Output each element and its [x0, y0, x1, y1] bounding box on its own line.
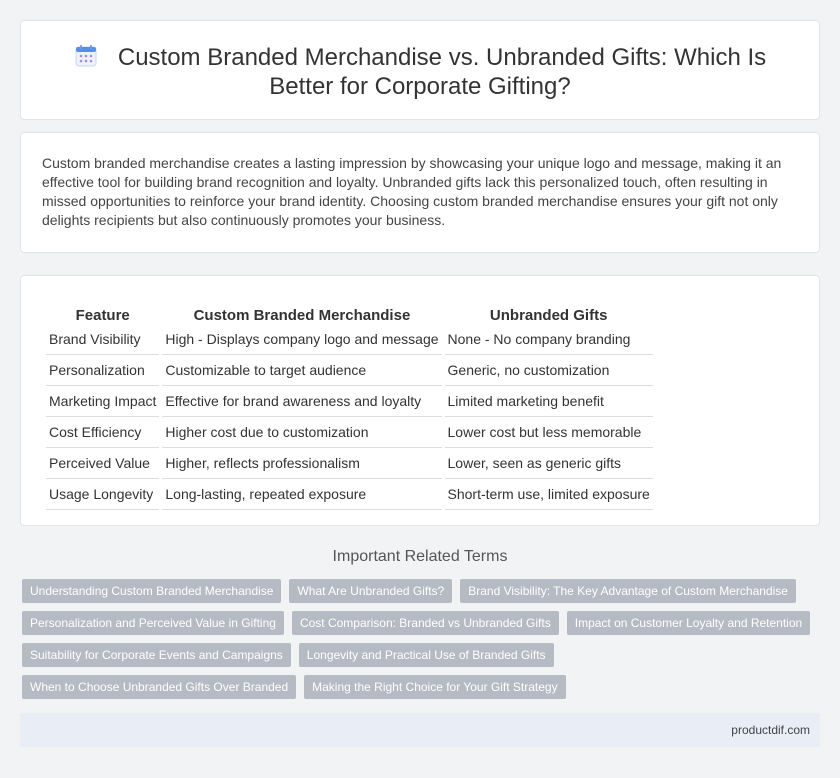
related-term-link[interactable]: Suitability for Corporate Events and Campaigns [22, 643, 291, 667]
table-cell: Marketing Impact [46, 386, 159, 417]
related-term-link[interactable]: Impact on Customer Loyalty and Retention [567, 611, 810, 635]
calendar-icon [74, 44, 98, 68]
related-term-link[interactable]: Personalization and Perceived Value in Gifting [22, 611, 284, 635]
related-term-link[interactable]: What Are Unbranded Gifts? [289, 579, 452, 603]
table-row [46, 386, 653, 417]
table-row [46, 324, 653, 355]
table-cell: Cost Efficiency [46, 417, 159, 448]
table-cell: High - Displays company logo and message [162, 324, 441, 355]
table-cell: Short-term use, limited exposure [445, 479, 653, 510]
table-header-row [46, 295, 653, 324]
title-line-1: Custom Branded Merchandise vs. Unbranded Gifts: Which Is [117, 44, 767, 71]
table-cell: Brand Visibility [46, 324, 159, 355]
title-line-2: Better for Corporate Gifting? [269, 73, 571, 100]
footer [20, 713, 820, 747]
table-cell: Effective for brand awareness and loyalty [162, 386, 441, 417]
tag-row [22, 675, 812, 699]
table-row [46, 448, 653, 479]
table-cell: None - No company branding [445, 324, 653, 355]
tag-row [22, 611, 812, 635]
related-terms-list [22, 579, 812, 707]
footer-site-link[interactable]: productdif.com [731, 723, 810, 737]
table-cell: Usage Longevity [46, 479, 159, 510]
table-row [46, 417, 653, 448]
table-cell: Lower, seen as generic gifts [445, 448, 653, 479]
table-cell: Long-lasting, repeated exposure [162, 479, 441, 510]
comparison-card [20, 275, 820, 526]
table-cell: Higher cost due to customization [162, 417, 441, 448]
related-terms-title: Important Related Terms [332, 548, 508, 565]
comparison-table [43, 295, 656, 510]
table-cell: Lower cost but less memorable [445, 417, 653, 448]
related-term-link[interactable]: When to Choose Unbranded Gifts Over Branded [22, 675, 296, 699]
table-cell: Limited marketing benefit [445, 386, 653, 417]
table-row [46, 355, 653, 386]
page-title [21, 43, 819, 101]
table-cell: Perceived Value [46, 448, 159, 479]
title-card [20, 20, 820, 120]
table-cell: Customizable to target audience [162, 355, 441, 386]
table-cell: Generic, no customization [445, 355, 653, 386]
header-custom-branded: Custom Branded Merchandise [193, 307, 411, 324]
related-term-link[interactable]: Understanding Custom Branded Merchandise [22, 579, 281, 603]
intro-card [20, 132, 820, 253]
related-term-link[interactable]: Making the Right Choice for Your Gift Strategy [304, 675, 565, 699]
related-term-link[interactable]: Brand Visibility: The Key Advantage of Custom Merchandise [460, 579, 796, 603]
table-cell: Higher, reflects professionalism [162, 448, 441, 479]
related-term-link[interactable]: Longevity and Practical Use of Branded Gifts [299, 643, 554, 667]
tag-row [22, 643, 812, 667]
table-cell: Personalization [46, 355, 159, 386]
header-feature: Feature [75, 307, 130, 324]
tag-row [22, 579, 812, 603]
table-row [46, 479, 653, 510]
related-term-link[interactable]: Cost Comparison: Branded vs Unbranded Gifts [292, 611, 559, 635]
intro-paragraph: Custom branded merchandise creates a lasting impression by showcasing your unique logo and message, making it an effective tool for building brand recognition and loyalty. Unbranded gifts lack this personalized touch, often resulting in missed opportunities to reinforce your brand identity. Choosing custom branded merchandise ensures your gift not only delights recipients but also continuously promotes your business. [42, 155, 782, 228]
header-unbranded: Unbranded Gifts [489, 307, 608, 324]
